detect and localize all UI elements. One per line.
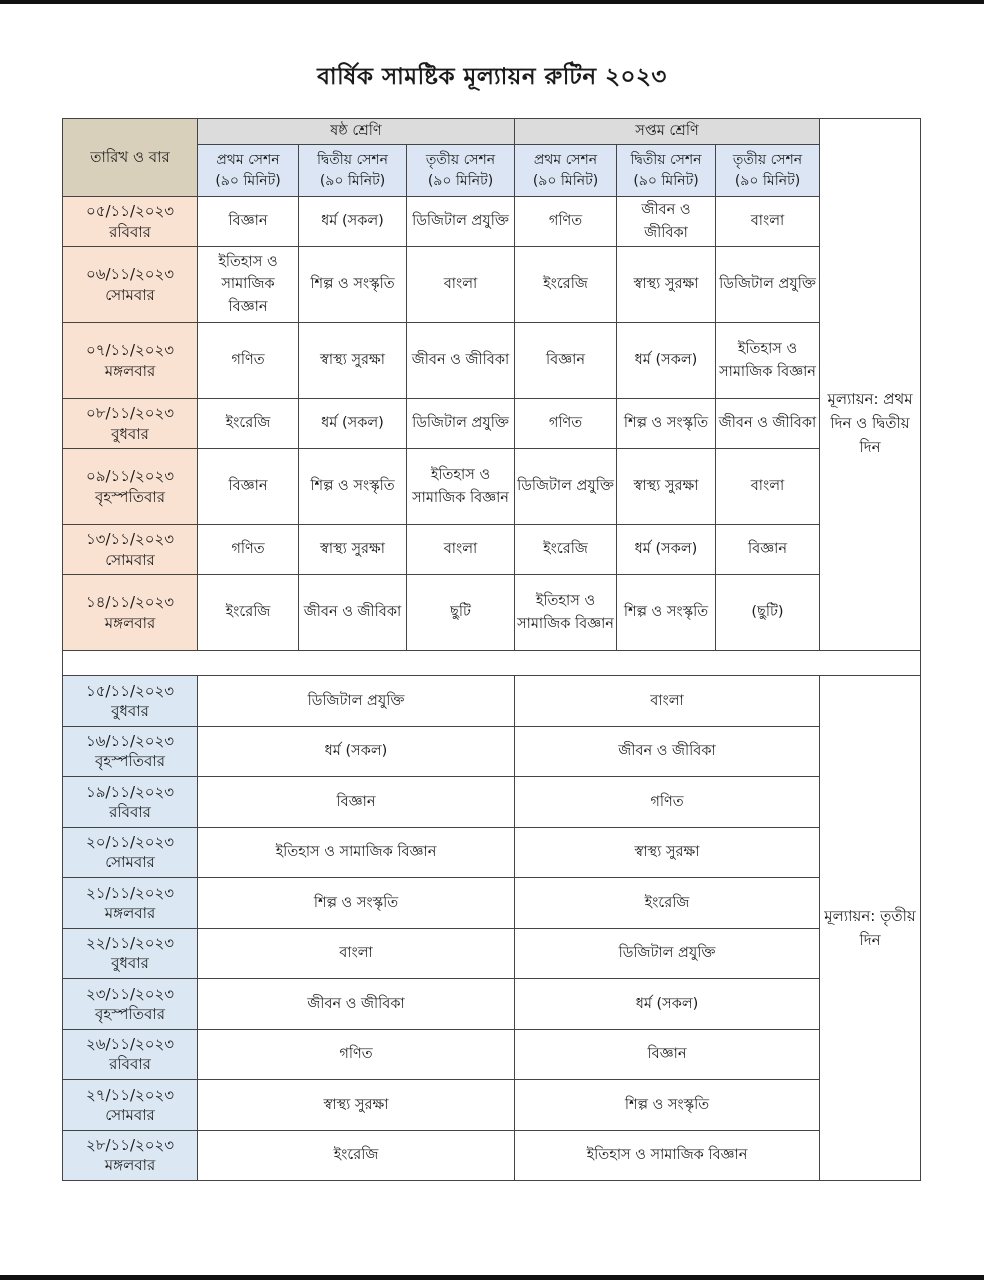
subject-cell: ধর্ম (সকল) [617, 525, 716, 575]
date-cell [63, 197, 198, 247]
class-six-header: ষষ্ঠ শ্রেণি [198, 119, 515, 145]
subject-cell: বাংলা [407, 247, 515, 323]
session-duration: (৯০ মিনিট) [319, 172, 386, 189]
subject-cell: ডিজিটাল প্রযুক্তি [515, 449, 617, 525]
subject-cell: শিল্প ও সংস্কৃতি [299, 247, 407, 323]
session-header [407, 145, 515, 197]
subject-cell: গণিত [515, 197, 617, 247]
date-cell [63, 449, 198, 525]
session-name: দ্বিতীয় সেশন [316, 152, 389, 169]
table-row [63, 979, 921, 1030]
class-seven-subject: বিজ্ঞান [515, 1029, 820, 1080]
subject-cell: (ছুটি) [716, 575, 820, 651]
divider-cell [63, 651, 921, 676]
exam-date: ০৫/১১/২০২৩ [85, 202, 175, 221]
subject-cell: বিজ্ঞান [716, 525, 820, 575]
date-cell [63, 878, 198, 929]
exam-day: সোমবার [105, 1105, 155, 1124]
subject-cell: ডিজিটাল প্রযুক্তি [716, 247, 820, 323]
exam-day: বুধবার [111, 424, 149, 443]
date-cell [63, 323, 198, 399]
date-cell [63, 827, 198, 878]
exam-date: ০৬/১১/২০২৩ [85, 265, 175, 284]
session-name: তৃতীয় সেশন [425, 152, 496, 169]
class-seven-subject: ইতিহাস ও সামাজিক বিজ্ঞান [515, 1130, 820, 1181]
table-row [63, 323, 921, 399]
date-cell [63, 575, 198, 651]
subject-cell: ছুটি [407, 575, 515, 651]
date-cell [63, 1029, 198, 1080]
class-six-subject: শিল্প ও সংস্কৃতি [198, 878, 515, 929]
date-cell [63, 676, 198, 727]
subject-cell: বাংলা [716, 197, 820, 247]
section-divider [63, 651, 921, 676]
session-header [299, 145, 407, 197]
session-header [716, 145, 820, 197]
subject-cell: গণিত [198, 323, 299, 399]
exam-day: রবিবার [109, 222, 151, 241]
bottom-border [0, 1275, 984, 1280]
exam-date: ১৬/১১/২০২৩ [85, 732, 175, 750]
subject-cell: জীবন ও জীবিকা [617, 197, 716, 247]
class-seven-subject: স্বাস্থ্য সুরক্ষা [515, 827, 820, 878]
table-row [63, 726, 921, 777]
top-border [0, 0, 984, 4]
session-name: তৃতীয় সেশন [732, 152, 803, 169]
subject-cell: স্বাস্থ্য সুরক্ষা [299, 525, 407, 575]
table-row [63, 878, 921, 929]
subject-cell: বিজ্ঞান [198, 449, 299, 525]
subject-cell: শিল্প ও সংস্কৃতি [617, 399, 716, 449]
exam-date: ১৩/১১/২০২৩ [85, 530, 175, 549]
subject-cell: শিল্প ও সংস্কৃতি [617, 575, 716, 651]
class-seven-subject: ধর্ম (সকল) [515, 979, 820, 1030]
exam-date: ০৯/১১/২০২৩ [85, 467, 175, 486]
table-row [63, 525, 921, 575]
class-seven-subject: ডিজিটাল প্রযুক্তি [515, 928, 820, 979]
class-six-subject: স্বাস্থ্য সুরক্ষা [198, 1080, 515, 1131]
page-title: বার্ষিক সামষ্টিক মূল্যায়ন রুটিন ২০২৩ [317, 64, 667, 90]
exam-date: ২১/১১/২০২৩ [85, 883, 175, 902]
class-six-subject: জীবন ও জীবিকা [198, 979, 515, 1030]
date-cell [63, 928, 198, 979]
exam-date: ১৯/১১/২০২৩ [85, 782, 175, 801]
session-duration: (৯০ মিনিট) [532, 172, 599, 189]
exam-date: ২২/১১/২০২৩ [85, 934, 175, 952]
subject-cell: স্বাস্থ্য সুরক্ষা [299, 323, 407, 399]
subject-cell: স্বাস্থ্য সুরক্ষা [617, 449, 716, 525]
table-row [63, 827, 921, 878]
date-column-header: তারিখ ও বার [63, 119, 198, 197]
subject-cell: গণিত [515, 399, 617, 449]
table-row [63, 399, 921, 449]
exam-day: বৃহস্পতিবার [95, 1004, 165, 1023]
exam-date: ২৮/১১/২০২৩ [85, 1136, 175, 1154]
session-header [617, 145, 716, 197]
table-row [63, 676, 921, 727]
subject-cell: বিজ্ঞান [515, 323, 617, 399]
class-seven-subject: গণিত [515, 777, 820, 828]
table-row [63, 777, 921, 828]
table-row [63, 1029, 921, 1080]
exam-day: বুধবার [111, 701, 149, 720]
exam-day: মঙ্গলবার [104, 361, 156, 380]
exam-date: ১৫/১১/২০২৩ [85, 681, 175, 700]
date-cell [63, 1130, 198, 1181]
session-duration: (৯০ মিনিট) [427, 172, 494, 189]
subject-cell: ইতিহাস ও সামাজিক বিজ্ঞান [198, 247, 299, 323]
subject-cell: বাংলা [716, 449, 820, 525]
class-seven-header: সপ্তম শ্রেণি [515, 119, 820, 145]
subject-cell: জীবন ও জীবিকা [716, 399, 820, 449]
subject-cell: ধর্ম (সকল) [299, 197, 407, 247]
routine-table [62, 118, 921, 1181]
exam-date: ২৬/১১/২০২৩ [85, 1035, 175, 1053]
assessment-note: মূল্যায়ন: তৃতীয় দিন [820, 676, 921, 1181]
date-cell [63, 777, 198, 828]
subject-cell: ইংরেজি [515, 525, 617, 575]
session-name: প্রথম সেশন [533, 152, 598, 169]
subject-cell: বাংলা [407, 525, 515, 575]
date-cell [63, 1080, 198, 1131]
class-six-subject: ডিজিটাল প্রযুক্তি [198, 676, 515, 727]
table-row [63, 197, 921, 247]
exam-day: বুধবার [111, 954, 149, 973]
class-seven-subject: বাংলা [515, 676, 820, 727]
exam-day: মঙ্গলবার [104, 903, 156, 922]
session-duration: (৯০ মিনিট) [633, 172, 699, 189]
subject-cell: ডিজিটাল প্রযুক্তি [407, 399, 515, 449]
exam-date: ১৪/১১/২০২৩ [85, 593, 175, 612]
exam-date: ২৩/১১/২০২৩ [85, 984, 175, 1003]
subject-cell: শিল্প ও সংস্কৃতি [299, 449, 407, 525]
class-six-subject: ইংরেজি [198, 1130, 515, 1181]
table-row [63, 1080, 921, 1131]
exam-day: রবিবার [109, 802, 151, 821]
exam-day: বৃহস্পতিবার [95, 752, 165, 771]
subject-cell: ইতিহাস ও সামাজিক বিজ্ঞান [716, 323, 820, 399]
exam-day: বৃহস্পতিবার [95, 487, 165, 506]
session-name: দ্বিতীয় সেশন [630, 152, 702, 169]
table-row [63, 928, 921, 979]
subject-cell: গণিত [198, 525, 299, 575]
exam-date: ০৮/১১/২০২৩ [85, 404, 175, 423]
table-row [63, 575, 921, 651]
class-seven-subject: জীবন ও জীবিকা [515, 726, 820, 777]
exam-day: মঙ্গলবার [104, 1156, 156, 1175]
subject-cell: ইতিহাস ও সামাজিক বিজ্ঞান [407, 449, 515, 525]
class-seven-subject: ইংরেজি [515, 878, 820, 929]
session-duration: (৯০ মিনিট) [734, 172, 801, 189]
table-row [63, 449, 921, 525]
exam-day: রবিবার [109, 1055, 151, 1074]
subject-cell: ধর্ম (সকল) [617, 323, 716, 399]
note-column-header [820, 119, 921, 197]
class-six-subject: গণিত [198, 1029, 515, 1080]
exam-day: সোমবার [105, 285, 155, 304]
subject-cell: জীবন ও জীবিকা [407, 323, 515, 399]
exam-date: ০৭/১১/২০২৩ [85, 341, 175, 360]
exam-date: ২৭/১১/২০২৩ [85, 1085, 175, 1104]
date-cell [63, 979, 198, 1030]
exam-date: ২০/১১/২০২৩ [85, 833, 175, 851]
subject-cell: ধর্ম (সকল) [299, 399, 407, 449]
date-cell [63, 726, 198, 777]
date-cell [63, 247, 198, 323]
subject-cell: ইতিহাস ও সামাজিক বিজ্ঞান [515, 575, 617, 651]
session-duration: (৯০ মিনিট) [215, 172, 281, 189]
exam-day: সোমবার [105, 853, 155, 872]
class-six-subject: বাংলা [198, 928, 515, 979]
date-cell [63, 525, 198, 575]
subject-cell: ইংরেজি [198, 575, 299, 651]
class-seven-subject: শিল্প ও সংস্কৃতি [515, 1080, 820, 1131]
exam-day: সোমবার [105, 550, 155, 569]
exam-day: মঙ্গলবার [104, 613, 156, 632]
subject-cell: ইংরেজি [515, 247, 617, 323]
subject-cell: স্বাস্থ্য সুরক্ষা [617, 247, 716, 323]
class-six-subject: বিজ্ঞান [198, 777, 515, 828]
session-header [198, 145, 299, 197]
subject-cell: বিজ্ঞান [198, 197, 299, 247]
class-six-subject: ইতিহাস ও সামাজিক বিজ্ঞান [198, 827, 515, 878]
subject-cell: ডিজিটাল প্রযুক্তি [407, 197, 515, 247]
session-name: প্রথম সেশন [216, 152, 280, 169]
date-cell [63, 399, 198, 449]
table-row [63, 1130, 921, 1181]
assessment-note: মূল্যায়ন: প্রথম দিন ও দ্বিতীয় দিন [820, 197, 921, 651]
class-six-subject: ধর্ম (সকল) [198, 726, 515, 777]
session-header [515, 145, 617, 197]
subject-cell: জীবন ও জীবিকা [299, 575, 407, 651]
table-row [63, 247, 921, 323]
subject-cell: ইংরেজি [198, 399, 299, 449]
